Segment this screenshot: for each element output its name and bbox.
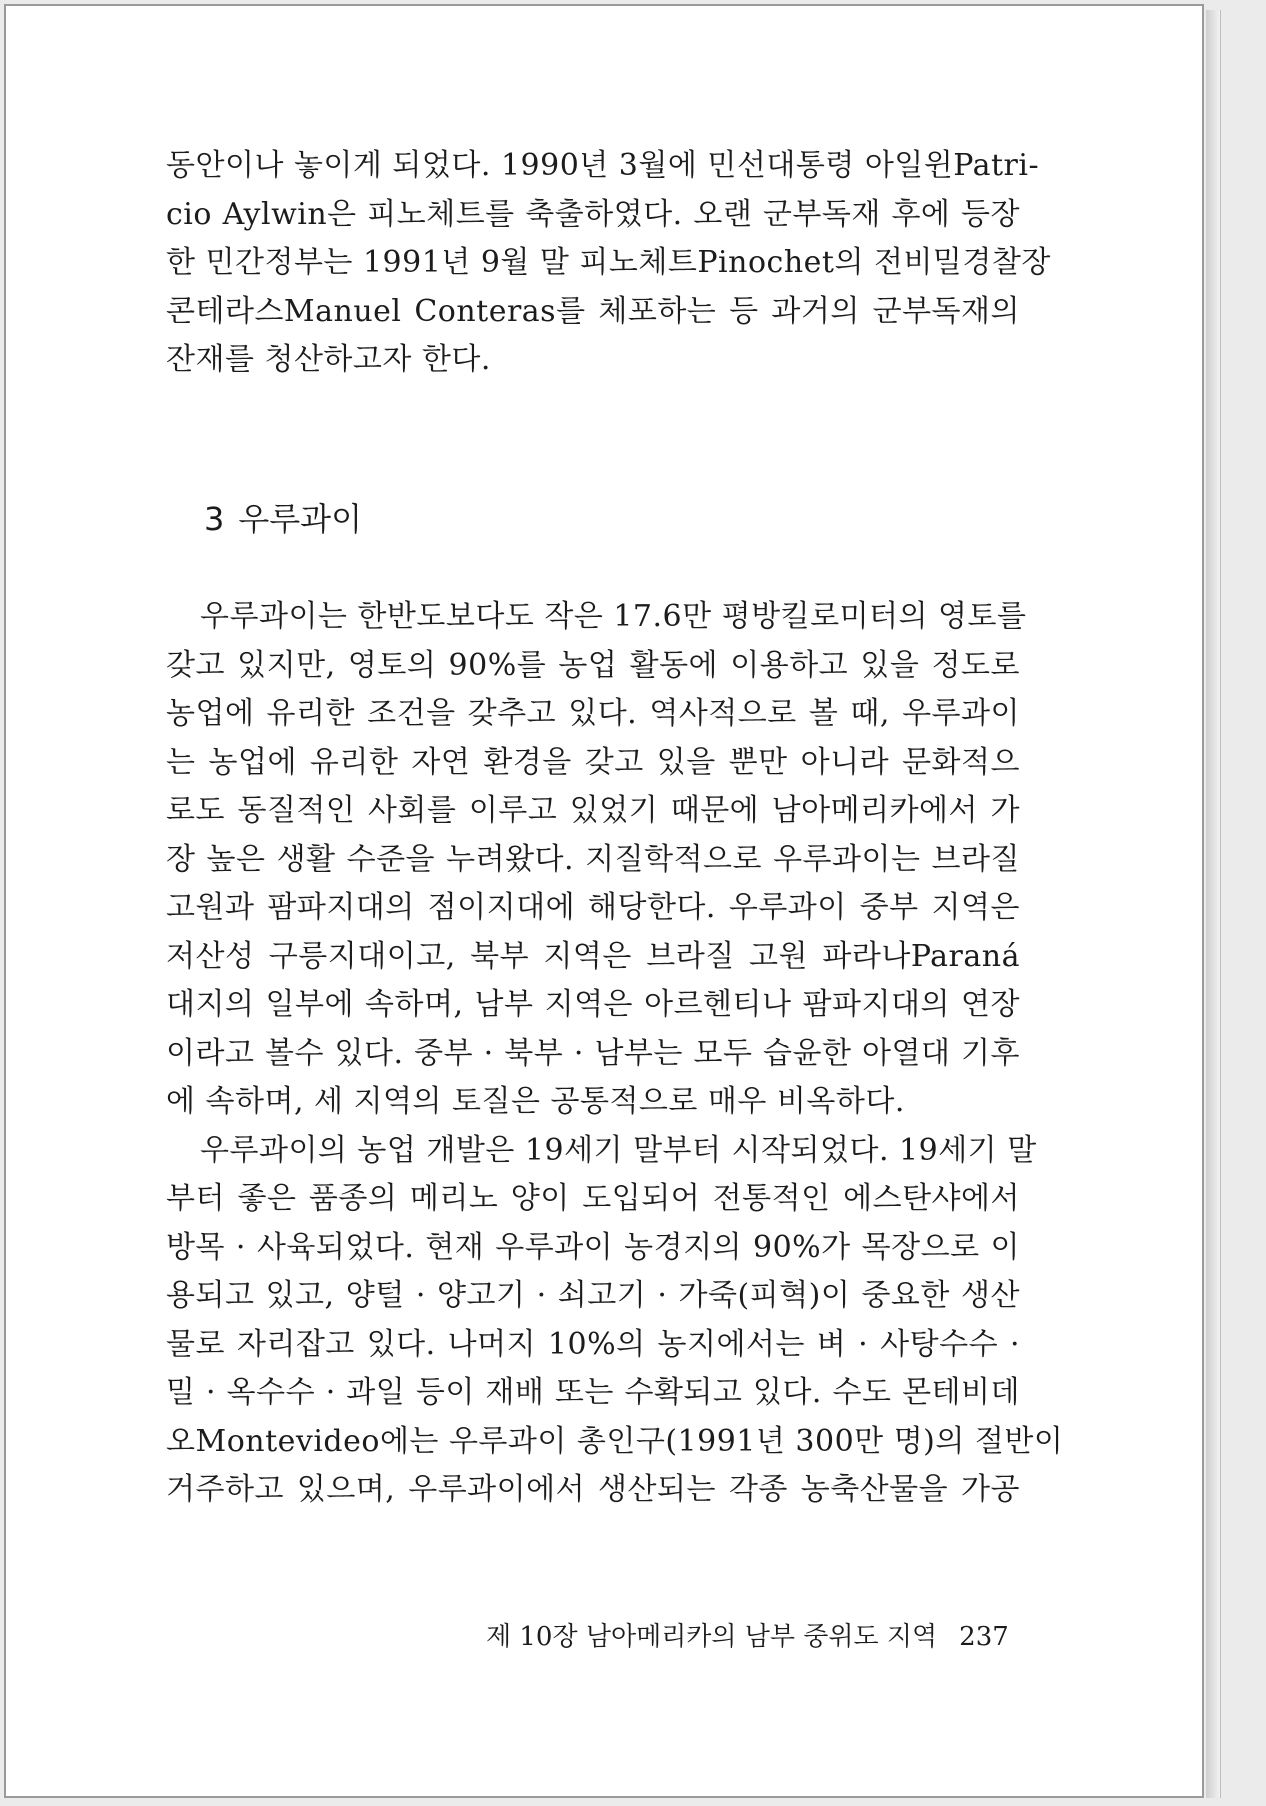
text-line: 잔재를 청산하고자 한다. (166, 342, 491, 377)
text-line: 는 농업에 유리한 자연 환경을 갖고 있을 뿐만 아니라 문화적으 (166, 744, 1020, 780)
text-line: 용되고 있고, 양털 · 양고기 · 쇠고기 · 가죽(피혁)이 중요한 생산 (166, 1278, 1020, 1313)
text-line: 밀 · 옥수수 · 과일 등이 재배 또는 수확되고 있다. 수도 몬테비데 (166, 1375, 1020, 1410)
page-number: 237 (959, 1622, 1009, 1652)
text-line: 에 속하며, 세 지역의 토질은 공통적으로 매우 비옥하다. (166, 1084, 905, 1119)
text-line: 거주하고 있으며, 우루과이에서 생산되는 각종 농축산물을 가공 (166, 1472, 1020, 1507)
text-line: 고원과 팜파지대의 점이지대에 해당한다. 우루과이 중부 지역은 (166, 890, 1020, 925)
text-line: 농업에 유리한 조건을 갖추고 있다. 역사적으로 볼 때, 우루과이 (166, 696, 1020, 731)
text-line: 부터 좋은 품종의 메리노 양이 도입되어 전통적인 에스탄샤에서 (166, 1181, 1020, 1216)
body-text-block (166, 593, 1064, 1515)
text-line: 이라고 볼수 있다. 중부 · 북부 · 남부는 모두 습윤한 아열대 기후 (166, 1035, 1020, 1071)
text-line: 로도 동질적인 사회를 이루고 있었기 때문에 남아메리카에서 가 (166, 793, 1020, 828)
intro-paragraph (166, 142, 1051, 385)
page-footer (486, 1616, 1009, 1653)
text-line: cio Aylwin은 피노체트를 축출하였다. 오랜 군부독재 후에 등장 (166, 196, 1020, 232)
section-heading (204, 494, 362, 540)
page-stack-edge (1206, 10, 1221, 1798)
text-line: 저산성 구릉지대이고, 북부 지역은 브라질 고원 파라나Paraná (166, 938, 1020, 974)
text-line: 갖고 있지만, 영토의 90%를 농업 활동에 이용하고 있을 정도로 (166, 647, 1020, 683)
running-title: 제 10장 남아메리카의 남부 중위도 지역 (486, 1622, 938, 1652)
text-line: 우루과이는 한반도보다도 작은 17.6만 평방킬로미터의 영토를 (200, 599, 1027, 634)
text-line: 우루과이의 농업 개발은 19세기 말부터 시작되었다. 19세기 말 (200, 1132, 1037, 1168)
text-line: 방목 · 사육되었다. 현재 우루과이 농경지의 90%가 목장으로 이 (166, 1229, 1020, 1265)
paragraph-uruguay-agriculture (166, 1127, 1064, 1515)
section-title: 우루과이 (238, 500, 363, 538)
section-number: 3 (204, 500, 225, 538)
text-line: 동안이나 놓이게 되었다. 1990년 3월에 민선대통령 아일윈Patri- (166, 148, 1040, 183)
text-line: 장 높은 생활 수준을 누려왔다. 지질학적으로 우루과이는 브라질 (166, 841, 1020, 877)
intro-paragraph-block (166, 142, 1051, 385)
text-line: 콘테라스Manuel Conteras를 체포하는 등 과거의 군부독재의 (166, 293, 1020, 329)
text-line: 오Montevideo에는 우루과이 총인구(1991년 300만 명)의 절반이 (166, 1423, 1064, 1459)
paragraph-uruguay-geography (166, 593, 1027, 1127)
text-line: 대지의 일부에 속하며, 남부 지역은 아르헨티나 팜파지대의 연장 (166, 987, 1020, 1022)
text-line: 한 민간정부는 1991년 9월 말 피노체트Pinochet의 전비밀경찰장 (166, 245, 1051, 280)
text-line: 물로 자리잡고 있다. 나머지 10%의 농지에서는 벼 · 사탕수수 · (166, 1326, 1020, 1362)
